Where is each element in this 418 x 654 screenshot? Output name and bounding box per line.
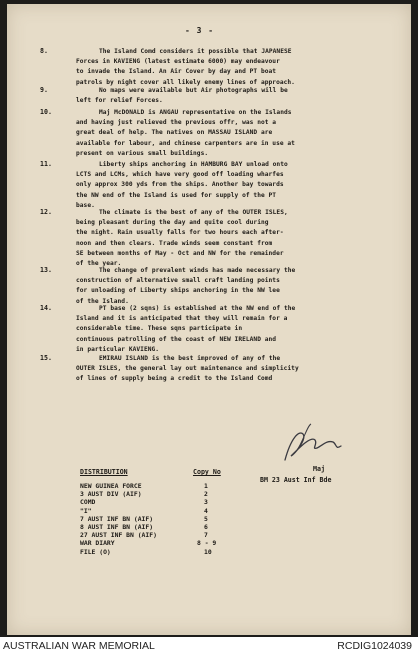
page-number: - 3 -	[185, 26, 215, 35]
paragraph-line: EMIRAU ISLAND is the best improved of any of the	[99, 355, 281, 362]
paragraph-line: The climate is the best of any of the OUTER ISLES,	[99, 209, 288, 216]
distribution-copy-number: 1	[204, 482, 208, 490]
paragraph-line: to invade the Island. An Air Cover by day and PT boat	[76, 68, 277, 76]
paragraph-number: 11.	[40, 160, 52, 168]
paragraph-line: Forces in KAVIENG (latest estimate 6000) may endeavour	[76, 58, 280, 66]
paragraph-number: 13.	[40, 266, 52, 274]
distribution-copy-number: 4	[204, 506, 208, 515]
distribution-recipient: 3 AUST DIV (AIF)	[80, 490, 142, 499]
paragraph-line: of lines of supply being a credit to the Island Comd	[76, 375, 273, 383]
paragraph-line: LCTS and LCMs, which have very good off loading wharfes	[76, 171, 284, 179]
paragraph-line: OUTER ISLES, the general lay out maintenance and simplicity	[76, 365, 299, 373]
paragraph-line: the night. Rain usually falls for two hours each after-	[76, 229, 284, 237]
distribution-recipient: "I"	[80, 506, 92, 515]
paragraph-line: present on various small buildings.	[76, 149, 209, 157]
distribution-copy-number: 7	[204, 531, 208, 540]
paragraph-line: Liberty ships anchoring in HAMBURG BAY unload onto	[99, 161, 288, 168]
paragraph-number: 12.	[40, 208, 52, 216]
paragraph-line: construction of alternative small craft landing points	[76, 277, 280, 285]
paragraph-line: patrols by night cover all likely enemy lines of approach.	[76, 78, 295, 86]
signature-rank: Maj	[313, 465, 325, 473]
paragraph-line: being pleasant during the day and quite cool during	[76, 219, 269, 227]
paragraph-line: The change of prevalent winds has made necessary the	[99, 267, 296, 274]
paragraph-line: Maj McDONALD is ANGAU representative on the Islands	[99, 109, 292, 116]
distribution-copy-number: 5	[204, 514, 208, 523]
paragraph-line: Island and it is anticipated that they will remain for a	[76, 315, 288, 323]
paragraph-line: SE between months of May - Oct and NW for the remainder	[76, 249, 284, 257]
distribution-copy-number: 8 - 9	[197, 539, 217, 548]
footer-document-id: RCDIG1024039	[337, 640, 412, 652]
distribution-recipient: NEW GUINEA FORCE	[80, 482, 142, 490]
distribution-recipient: WAR DIARY	[80, 539, 115, 548]
paragraph-line: continuous patrolling of the coast of NEW IRELAND and	[76, 335, 277, 343]
paragraph-line: in particular KAVIENG.	[76, 345, 160, 353]
paragraph-line: of the year.	[76, 260, 122, 267]
paragraph-line: No maps were available but Air photographs will be	[99, 87, 288, 94]
paragraph-number: 15.	[40, 354, 52, 362]
paragraph-number: 14.	[40, 304, 52, 312]
paragraph-line: considerable time. These sqns participate in	[76, 325, 243, 333]
paragraph-number: 8.	[40, 47, 48, 55]
paragraph-line: available for labour, and chinese carpenters are in use at	[76, 139, 295, 147]
paragraph-line: for unloading of Liberty ships anchoring in the NW lee	[76, 287, 280, 295]
paragraph-number: 9.	[40, 86, 48, 94]
paragraph-line: base.	[76, 201, 95, 209]
distribution-recipient: COMD	[80, 498, 96, 507]
paragraph-line: only approx 300 yds from the ships. Another bay towards	[76, 181, 284, 189]
paragraph-line: of the Island.	[76, 297, 129, 305]
distribution-heading: DISTRIBUTION	[80, 468, 128, 476]
distribution-copy-number: 10	[204, 547, 212, 556]
footer-institution: AUSTRALIAN WAR MEMORIAL	[3, 640, 155, 652]
distribution-recipient: 8 AUST INF BN (AIF)	[80, 523, 154, 531]
paragraph-line: PT base (2 sqns) is established at the NW end of the	[99, 305, 296, 312]
paragraph-line: and having just relieved the previous offr, was not a	[76, 119, 277, 127]
distribution-copy-number: 6	[204, 523, 208, 531]
distribution-recipient: FILE (O)	[80, 547, 111, 556]
distribution-recipient: 27 AUST INF BN (AIF)	[80, 531, 157, 540]
paragraph-line: left for relief Forces.	[76, 97, 163, 105]
distribution-recipient: 7 AUST INF BN (AIF)	[80, 514, 154, 523]
archive-footer	[0, 637, 418, 654]
copy-number-heading: Copy No	[193, 468, 221, 476]
distribution-copy-number: 2	[204, 490, 208, 499]
paragraph-line: noon and then clears. Trade winds seem constant from	[76, 239, 273, 247]
distribution-copy-number: 3	[204, 498, 208, 507]
signature-unit: BM 23 Aust Inf Bde	[260, 476, 332, 484]
paragraph-line: great deal of help. The natives on MASSAU ISLAND are	[76, 129, 273, 137]
paragraph-number: 10.	[40, 108, 52, 116]
paragraph-line: The Island Comd considers it possible that JAPANESE	[99, 48, 292, 55]
paragraph-line: the NW end of the Island is used for supply of the PT	[76, 191, 277, 199]
signature-icon	[277, 420, 347, 468]
document-page	[7, 4, 411, 635]
